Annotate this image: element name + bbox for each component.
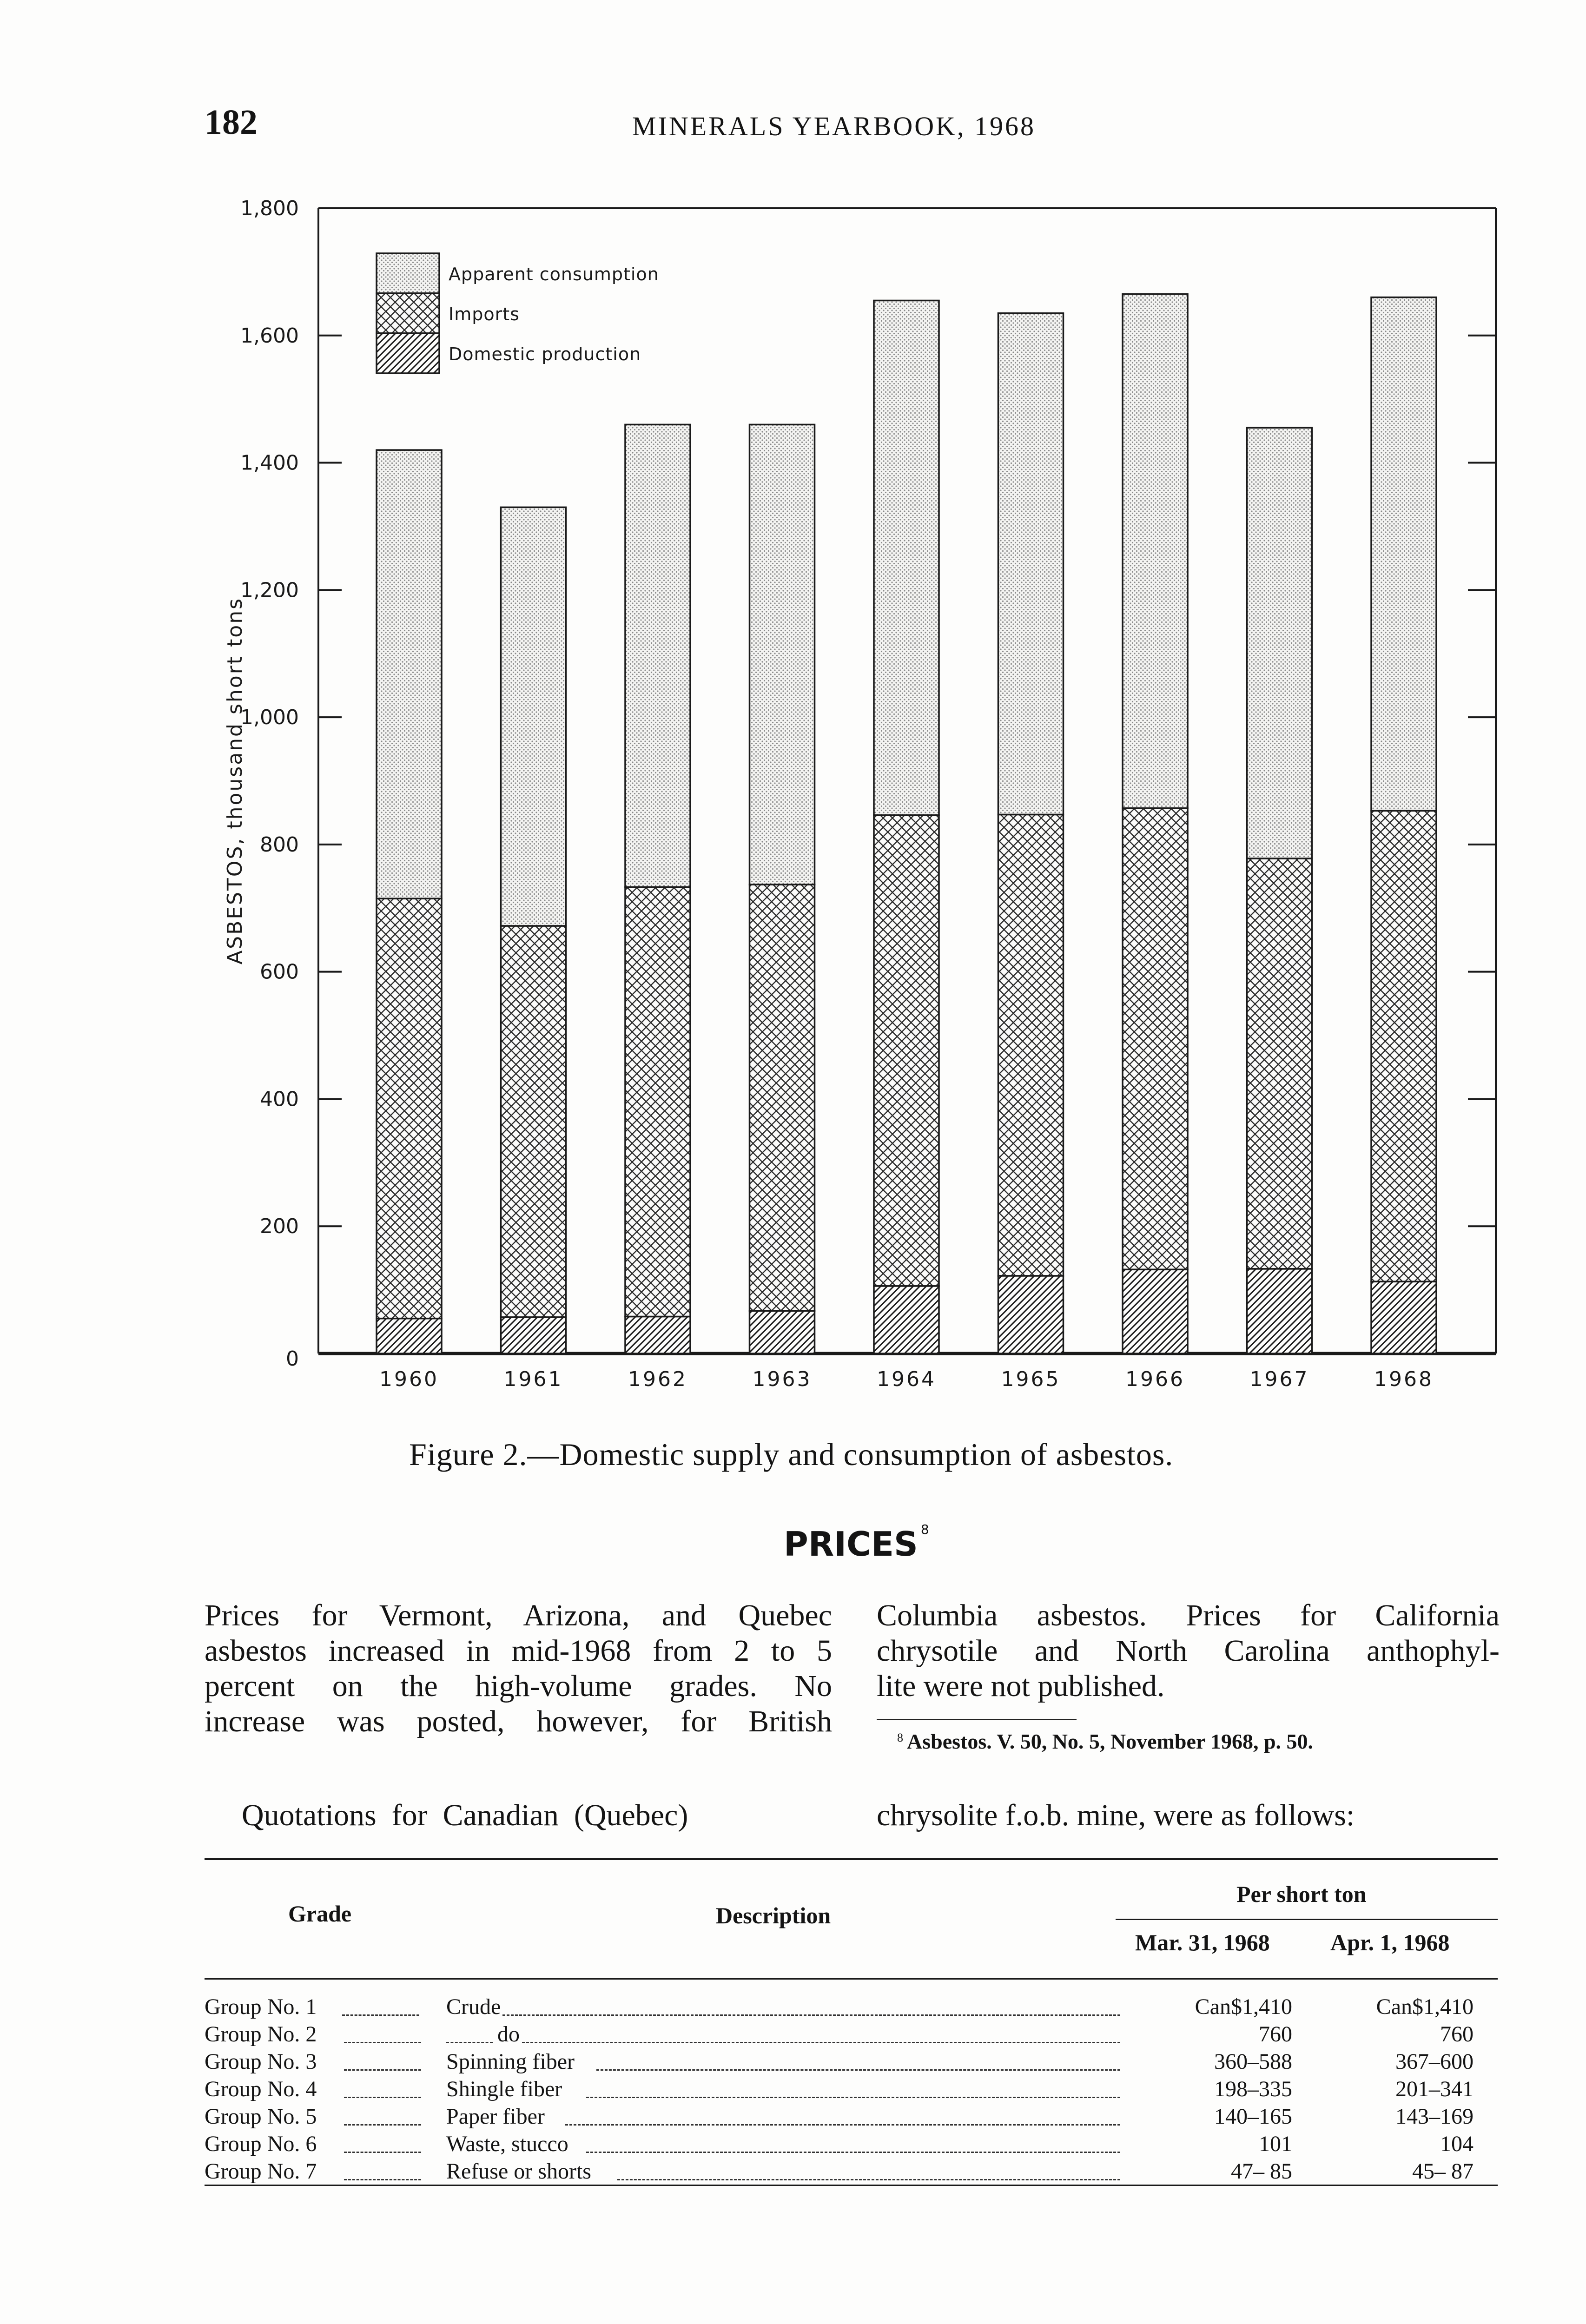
body-left-column <box>205 1598 832 1739</box>
legend-label: Apparent consumption <box>449 264 659 284</box>
bar-imports-1966 <box>1123 808 1188 1269</box>
bar-imports-1960 <box>377 898 442 1318</box>
y-tick-label: 1,200 <box>240 578 299 602</box>
row-price-mar: 140–165 <box>1214 2104 1292 2129</box>
y-tick-label: 1,400 <box>240 451 299 475</box>
bar-domestic-production-1964 <box>874 1286 939 1353</box>
bar-domestic-production-1963 <box>750 1311 815 1353</box>
bar-imports-1965 <box>998 815 1064 1276</box>
quotations-text-left: Quotations for Canadian (Quebec) <box>242 1798 688 1832</box>
bar-apparent-consumption-1962 <box>625 424 690 887</box>
y-tick-label: 1,000 <box>240 706 299 730</box>
footnote-ref: 8 <box>920 1522 929 1537</box>
row-leader <box>344 2179 421 2180</box>
legend-label: Imports <box>449 304 520 324</box>
quotations-text-right: chrysolite f.o.b. mine, were as follows: <box>877 1798 1355 1832</box>
running-title: MINERALS YEARBOOK, 1968 <box>632 111 1036 141</box>
bar-imports-1968 <box>1371 811 1436 1281</box>
col-header-description: Description <box>716 1902 831 1928</box>
section-heading <box>784 1522 929 1564</box>
row-grade: Group No. 2 <box>205 2022 317 2047</box>
bar-imports-1963 <box>750 885 815 1311</box>
y-tick-label: 200 <box>260 1215 299 1239</box>
bar-apparent-consumption-1965 <box>998 313 1064 815</box>
row-price-mar: Can$1,410 <box>1195 1994 1292 2019</box>
row-grade: Group No. 4 <box>205 2077 317 2101</box>
col-header-apr: Apr. 1, 1968 <box>1330 1929 1450 1955</box>
bar-apparent-consumption-1961 <box>501 507 566 926</box>
legend-swatch <box>377 333 439 373</box>
row-price-mar: 760 <box>1259 2022 1292 2047</box>
row-description: do <box>497 2022 520 2047</box>
row-grade: Group No. 3 <box>205 2049 317 2074</box>
figure-caption: Figure 2.—Domestic supply and consumption of asbestos. <box>409 1437 1174 1472</box>
row-leader <box>344 2097 421 2098</box>
y-tick-label: 400 <box>260 1087 299 1111</box>
row-description: Crude <box>446 1994 501 2019</box>
bar-domestic-production-1961 <box>501 1317 566 1353</box>
chart-bars <box>377 294 1436 1353</box>
table-bottom-rule <box>205 2185 1498 2186</box>
page-number: 182 <box>205 103 258 142</box>
row-leader <box>522 2042 1120 2043</box>
body-line: Prices for Vermont, Arizona, and Quebec <box>205 1598 832 1632</box>
col-header-grade: Grade <box>288 1901 352 1927</box>
bar-imports-1962 <box>625 887 690 1317</box>
body-line: increase was posted, however, for British <box>205 1704 832 1738</box>
row-price-apr: 45– 87 <box>1412 2159 1474 2184</box>
col-header-mar: Mar. 31, 1968 <box>1135 1929 1270 1955</box>
x-tick-label: 1967 <box>1249 1367 1309 1391</box>
row-price-apr: 760 <box>1440 2022 1474 2047</box>
body-line: percent on the high-volume grades. No <box>205 1669 832 1703</box>
row-price-mar: 101 <box>1259 2132 1292 2156</box>
bar-domestic-production-1966 <box>1123 1269 1188 1353</box>
legend-swatch <box>377 293 439 333</box>
row-price-apr: 367–600 <box>1395 2049 1474 2074</box>
row-grade: Group No. 1 <box>205 1994 317 2019</box>
row-price-apr: Can$1,410 <box>1376 1994 1474 2019</box>
body-line: asbestos increased in mid-1968 from 2 to 5 <box>205 1634 832 1668</box>
row-grade: Group No. 7 <box>205 2159 317 2184</box>
row-leader <box>342 2014 419 2016</box>
row-description: Paper fiber <box>446 2104 545 2129</box>
bar-imports-1961 <box>501 926 566 1317</box>
row-leader <box>344 2069 421 2071</box>
row-leader <box>344 2042 421 2043</box>
y-tick-label: 0 <box>286 1347 299 1371</box>
row-description: Shingle fiber <box>446 2077 562 2101</box>
bar-imports-1967 <box>1247 858 1312 1269</box>
row-price-apr: 143–169 <box>1395 2104 1474 2129</box>
bar-apparent-consumption-1963 <box>750 424 815 885</box>
bar-apparent-consumption-1967 <box>1247 428 1312 858</box>
y-tick-label: 1,600 <box>240 324 299 348</box>
bar-domestic-production-1968 <box>1371 1281 1436 1353</box>
row-description: Waste, stucco <box>446 2132 568 2156</box>
bar-domestic-production-1960 <box>377 1319 442 1353</box>
x-tick-label: 1966 <box>1125 1367 1185 1391</box>
row-price-mar: 360–588 <box>1214 2049 1292 2074</box>
body-line: chrysotile and North Carolina anthophyl- <box>877 1634 1500 1668</box>
bar-imports-1964 <box>874 815 939 1286</box>
body-right-column <box>877 1598 1500 1704</box>
y-tick-label: 600 <box>260 960 299 984</box>
x-tick-label: 1962 <box>628 1367 687 1391</box>
col-header-per-ton: Per short ton <box>1236 1881 1367 1907</box>
bar-apparent-consumption-1968 <box>1371 297 1436 811</box>
row-description: Spinning fiber <box>446 2049 575 2074</box>
footnote-text: Asbestos. V. 50, No. 5, November 1968, p. 50. <box>907 1730 1314 1753</box>
row-grade: Group No. 5 <box>205 2104 317 2129</box>
row-leader <box>586 2152 1120 2153</box>
bar-domestic-production-1965 <box>998 1276 1064 1353</box>
row-grade: Group No. 6 <box>205 2132 317 2156</box>
y-tick-label: 1,800 <box>240 197 299 220</box>
x-tick-label: 1963 <box>752 1367 812 1391</box>
bar-apparent-consumption-1960 <box>377 450 442 898</box>
row-leader <box>617 2179 1120 2180</box>
row-price-apr: 201–341 <box>1395 2077 1474 2101</box>
row-leader <box>565 2124 1120 2126</box>
section-heading-text: PRICES <box>784 1525 918 1564</box>
footnote-rule <box>877 1719 1077 1720</box>
y-axis-title: ASBESTOS, thousand short tons <box>223 597 247 965</box>
row-price-mar: 198–335 <box>1214 2077 1292 2101</box>
row-leader <box>344 2152 421 2153</box>
row-price-apr: 104 <box>1440 2132 1474 2156</box>
row-leader <box>502 2014 1120 2016</box>
footnote <box>897 1729 1313 1754</box>
group-header-rule <box>1116 1919 1498 1920</box>
legend-label: Domestic production <box>449 344 641 364</box>
table-top-rule <box>205 1858 1498 1860</box>
legend-swatch <box>377 253 439 293</box>
table-header-rule <box>205 1978 1498 1980</box>
footnote-mark: 8 <box>897 1731 903 1744</box>
x-tick-label: 1965 <box>1001 1367 1061 1391</box>
body-line: Columbia asbestos. Prices for California <box>877 1598 1500 1632</box>
body-line: lite were not published. <box>877 1669 1165 1703</box>
x-tick-label: 1964 <box>877 1367 936 1391</box>
bar-apparent-consumption-1966 <box>1123 294 1188 808</box>
y-tick-label: 800 <box>260 832 299 857</box>
row-leader <box>446 2042 493 2043</box>
row-price-mar: 47– 85 <box>1231 2159 1292 2184</box>
row-leader <box>344 2124 421 2126</box>
x-tick-label: 1961 <box>503 1367 563 1391</box>
bar-domestic-production-1962 <box>625 1317 690 1353</box>
row-leader <box>596 2069 1120 2071</box>
bar-apparent-consumption-1964 <box>874 300 939 815</box>
chart-legend <box>377 253 659 373</box>
row-leader <box>586 2097 1120 2098</box>
x-tick-label: 1968 <box>1374 1367 1434 1391</box>
bar-domestic-production-1967 <box>1247 1269 1312 1353</box>
row-description: Refuse or shorts <box>446 2159 591 2184</box>
x-tick-label: 1960 <box>379 1367 439 1391</box>
